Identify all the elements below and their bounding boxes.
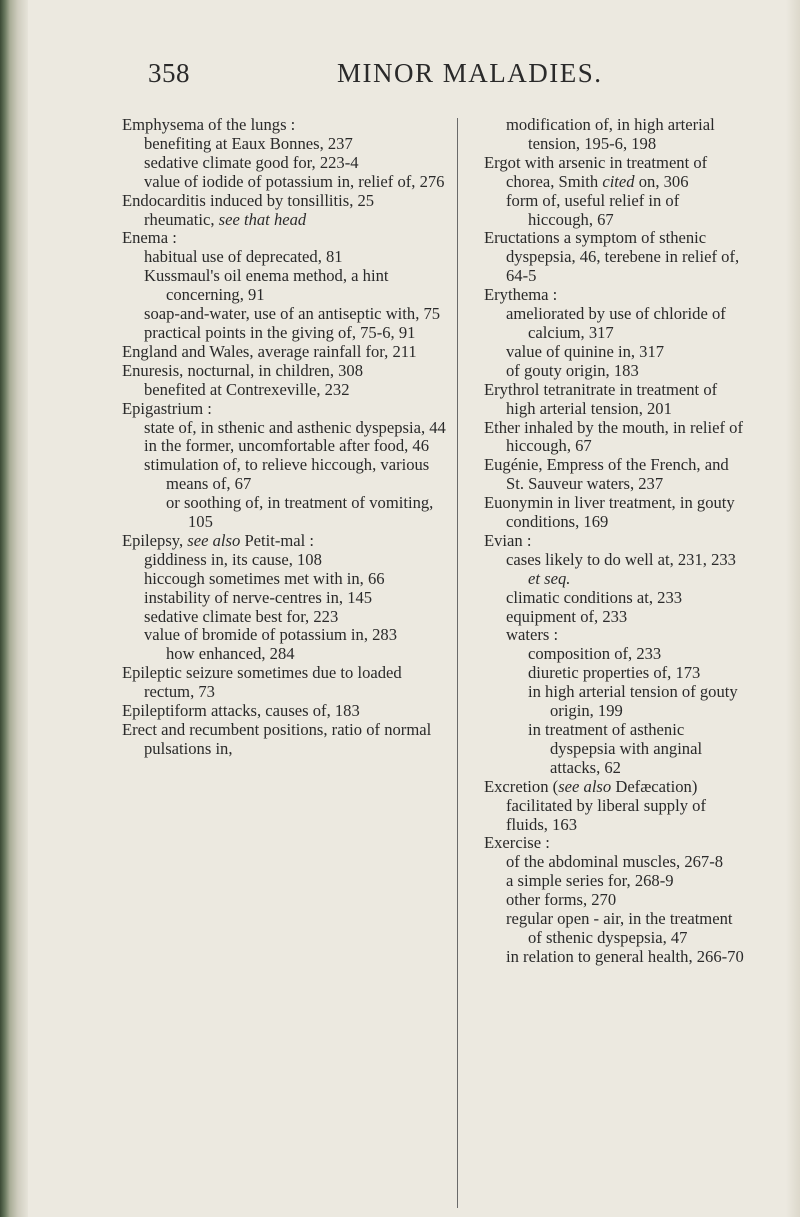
index-entry-text: climatic conditions at, 233: [506, 587, 683, 607]
index-entry-text: Enema :: [122, 228, 177, 248]
index-entry-text: in treatment of asthenic dyspepsia with anginal attacks, 62: [528, 720, 703, 777]
index-subentry: [122, 551, 454, 570]
index-entry-text: soap-and-water, use of an antiseptic with, 75: [144, 304, 441, 324]
index-entry-text: practical points in the giving of, 75-6, 91: [144, 322, 416, 342]
index-entry-text: Ergot with arsenic in treatment of chorea, Smith: [484, 152, 708, 191]
index-subentry: [122, 419, 454, 438]
index-subentry: [484, 948, 746, 967]
index-entry: [484, 532, 746, 551]
index-entry: [484, 778, 746, 835]
index-entry-text: Erythrol tetranitrate in treatment of high arterial tension, 201: [484, 379, 718, 418]
index-entry-italic-text: see also: [187, 530, 241, 550]
index-subentry: [122, 324, 454, 343]
index-subentry: [484, 683, 746, 721]
index-entry-text: in high arterial tension of gouty origin, 199: [528, 682, 738, 721]
index-subentry: [484, 551, 746, 589]
index-entry-text: Eructations a symptom of sthenic dyspepsia, 46, terebene in relief of, 64-5: [484, 228, 740, 286]
index-subentry: [484, 664, 746, 683]
index-subentry: [484, 626, 746, 645]
index-entry-text: Epileptiform attacks, causes of, 183: [122, 701, 360, 721]
index-entry: [484, 154, 746, 192]
index-subentry: [484, 910, 746, 948]
index-subentry: [122, 381, 454, 400]
index-entry-text: or soothing of, in treatment of vomiting, 105: [166, 493, 434, 532]
index-entry-text: ameliorated by use of chloride of calcium, 317: [506, 304, 726, 342]
index-subentry: [122, 645, 454, 664]
index-subentry: [484, 891, 746, 910]
index-entry-text: sedative climate good for, 223-4: [144, 152, 359, 172]
index-entry-text: Kussmaul's oil enema method, a hint concerning, 91: [144, 266, 389, 305]
running-title: MINOR MALADIES.: [337, 58, 603, 88]
index-subentry: [484, 645, 746, 664]
index-entry: [122, 721, 454, 759]
index-subentry: [122, 135, 454, 154]
index-entry-text: Exercise :: [484, 833, 550, 853]
index-entry-text: Ether inhaled by the mouth, in relief of hiccough, 67: [484, 417, 743, 456]
index-entry-text: stimulation of, to relieve hiccough, various means of, 67: [144, 455, 430, 494]
index-subentry: [122, 608, 454, 627]
index-entry-text: in the former, uncomfortable after food, 46: [144, 436, 430, 456]
index-entry-text: in relation to general health, 266-70: [506, 946, 744, 966]
index-entry: [122, 532, 454, 551]
index-entry-text: giddiness in, its cause, 108: [144, 549, 322, 569]
index-subentry: [484, 589, 746, 608]
index-entry-text: Excretion (: [484, 776, 559, 796]
index-subentry: [484, 343, 746, 362]
index-entry: [484, 229, 746, 286]
index-subentry: [122, 570, 454, 589]
index-entry-text: equipment of, 233: [506, 606, 628, 626]
index-subentry: [122, 211, 454, 230]
index-entry-text: composition of, 233: [528, 644, 662, 664]
column-divider: [457, 118, 458, 1208]
index-subentry: [484, 853, 746, 872]
index-entry-text: benefited at Contrexeville, 232: [144, 379, 350, 399]
index-entry-text: hiccough sometimes met with in, 66: [144, 568, 385, 588]
index-entry-text: of the abdominal muscles, 267-8: [506, 852, 724, 872]
index-entry-text: waters :: [506, 625, 559, 645]
index-entry: [484, 494, 746, 532]
page-edge-shadow: [786, 0, 800, 1217]
index-subentry: [484, 721, 746, 778]
index-subentry: [122, 305, 454, 324]
index-entry-italic-text: see also: [558, 776, 612, 796]
index-entry: [122, 362, 454, 381]
page-number: 358: [148, 58, 190, 88]
index-subentry: [122, 173, 454, 192]
index-entry-text: value of quinine in, 317: [506, 341, 665, 361]
index-subentry: [122, 154, 454, 173]
index-entry-text: Erythema :: [484, 285, 558, 305]
index-subentry: [122, 456, 454, 494]
index-entry-text: a simple series for, 268-9: [506, 871, 674, 891]
index-entry: [484, 456, 746, 494]
index-entry: [122, 229, 454, 248]
index-entry: [122, 343, 454, 362]
index-entry-text: Erect and recumbent positions, ratio of normal pulsations in,: [122, 720, 432, 758]
index-entry-italic-text: et seq.: [528, 568, 571, 588]
index-entry-text: value of bromide of potassium in, 283: [144, 625, 398, 645]
index-entry-text: England and Wales, average rainfall for, 211: [122, 341, 417, 361]
index-entry-text: how enhanced, 284: [166, 644, 295, 664]
index-entry-text: of gouty origin, 183: [506, 360, 639, 380]
index-subentry: [122, 589, 454, 608]
index-subentry: [122, 248, 454, 267]
index-entry-text: diuretic properties of, 173: [528, 663, 701, 683]
index-subentry: [484, 872, 746, 891]
index-entry: [484, 286, 746, 305]
book-binding-edge: [0, 0, 28, 1217]
index-subentry: [122, 494, 454, 532]
index-entry: [122, 116, 454, 135]
index-entry-text: Petit-mal :: [240, 530, 315, 550]
index-entry-text: Enuresis, nocturnal, in children, 308: [122, 360, 364, 380]
index-subentry: [484, 305, 746, 343]
index-entry-text: habitual use of deprecated, 81: [144, 247, 343, 267]
index-entry-text: rheumatic,: [144, 209, 219, 229]
index-entry-text: other forms, 270: [506, 890, 617, 910]
index-entry-italic-text: cited: [602, 171, 635, 191]
index-entry-text: benefiting at Eaux Bonnes, 237: [144, 133, 353, 153]
index-entry-text: Epigastrium :: [122, 398, 212, 418]
index-entry-text: Endocarditis induced by tonsillitis, 25: [122, 190, 375, 210]
index-subentry: [484, 608, 746, 627]
index-entry-text: Emphysema of the lungs :: [122, 115, 296, 134]
index-entry-text: modification of, in high arterial tension, 195-6, 198: [506, 115, 715, 153]
index-subentry: [484, 116, 746, 154]
index-entry-text: Defæcation) facilitated by liberal supply of fluids, 163: [506, 776, 706, 834]
index-entry: [484, 419, 746, 457]
index-entry-italic-text: see that head: [218, 209, 307, 229]
index-entry: [122, 664, 454, 702]
index-entry-text: value of iodide of potassium in, relief of, 276: [144, 171, 445, 191]
index-column-right: [484, 116, 746, 967]
index-entry: [122, 702, 454, 721]
index-entry-text: instability of nerve-centres in, 145: [144, 587, 373, 607]
index-entry-text: cases likely to do well at, 231, 233: [506, 549, 736, 569]
index-entry-text: Epilepsy,: [122, 530, 188, 550]
index-entry-text: Epileptic seizure sometimes due to loaded rectum, 73: [122, 663, 402, 702]
index-entry-text: sedative climate best for, 223: [144, 606, 339, 626]
index-entry-text: form of, useful relief in of hiccough, 67: [506, 190, 680, 229]
index-subentry: [484, 192, 746, 230]
index-entry: [484, 381, 746, 419]
index-entry-text: Euonymin in liver treatment, in gouty conditions, 169: [484, 493, 735, 532]
index-entry-text: Evian :: [484, 530, 532, 550]
index-subentry: [122, 626, 454, 645]
index-subentry: [484, 362, 746, 381]
index-entry: [122, 192, 454, 211]
index-entry-text: state of, in sthenic and asthenic dyspepsia, 44: [144, 417, 446, 437]
index-entry-text: regular open - air, in the treatment of sthenic dyspepsia, 47: [506, 909, 733, 947]
index-subentry: [122, 267, 454, 305]
index-entry: [484, 834, 746, 853]
index-entry-text: on, 306: [634, 171, 689, 191]
index-entry: [122, 400, 454, 419]
index-subentry: [122, 437, 454, 456]
index-column-left: [122, 116, 454, 759]
index-entry-text: Eugénie, Empress of the French, and St. Sauveur waters, 237: [484, 455, 729, 494]
page-header: [0, 58, 800, 98]
